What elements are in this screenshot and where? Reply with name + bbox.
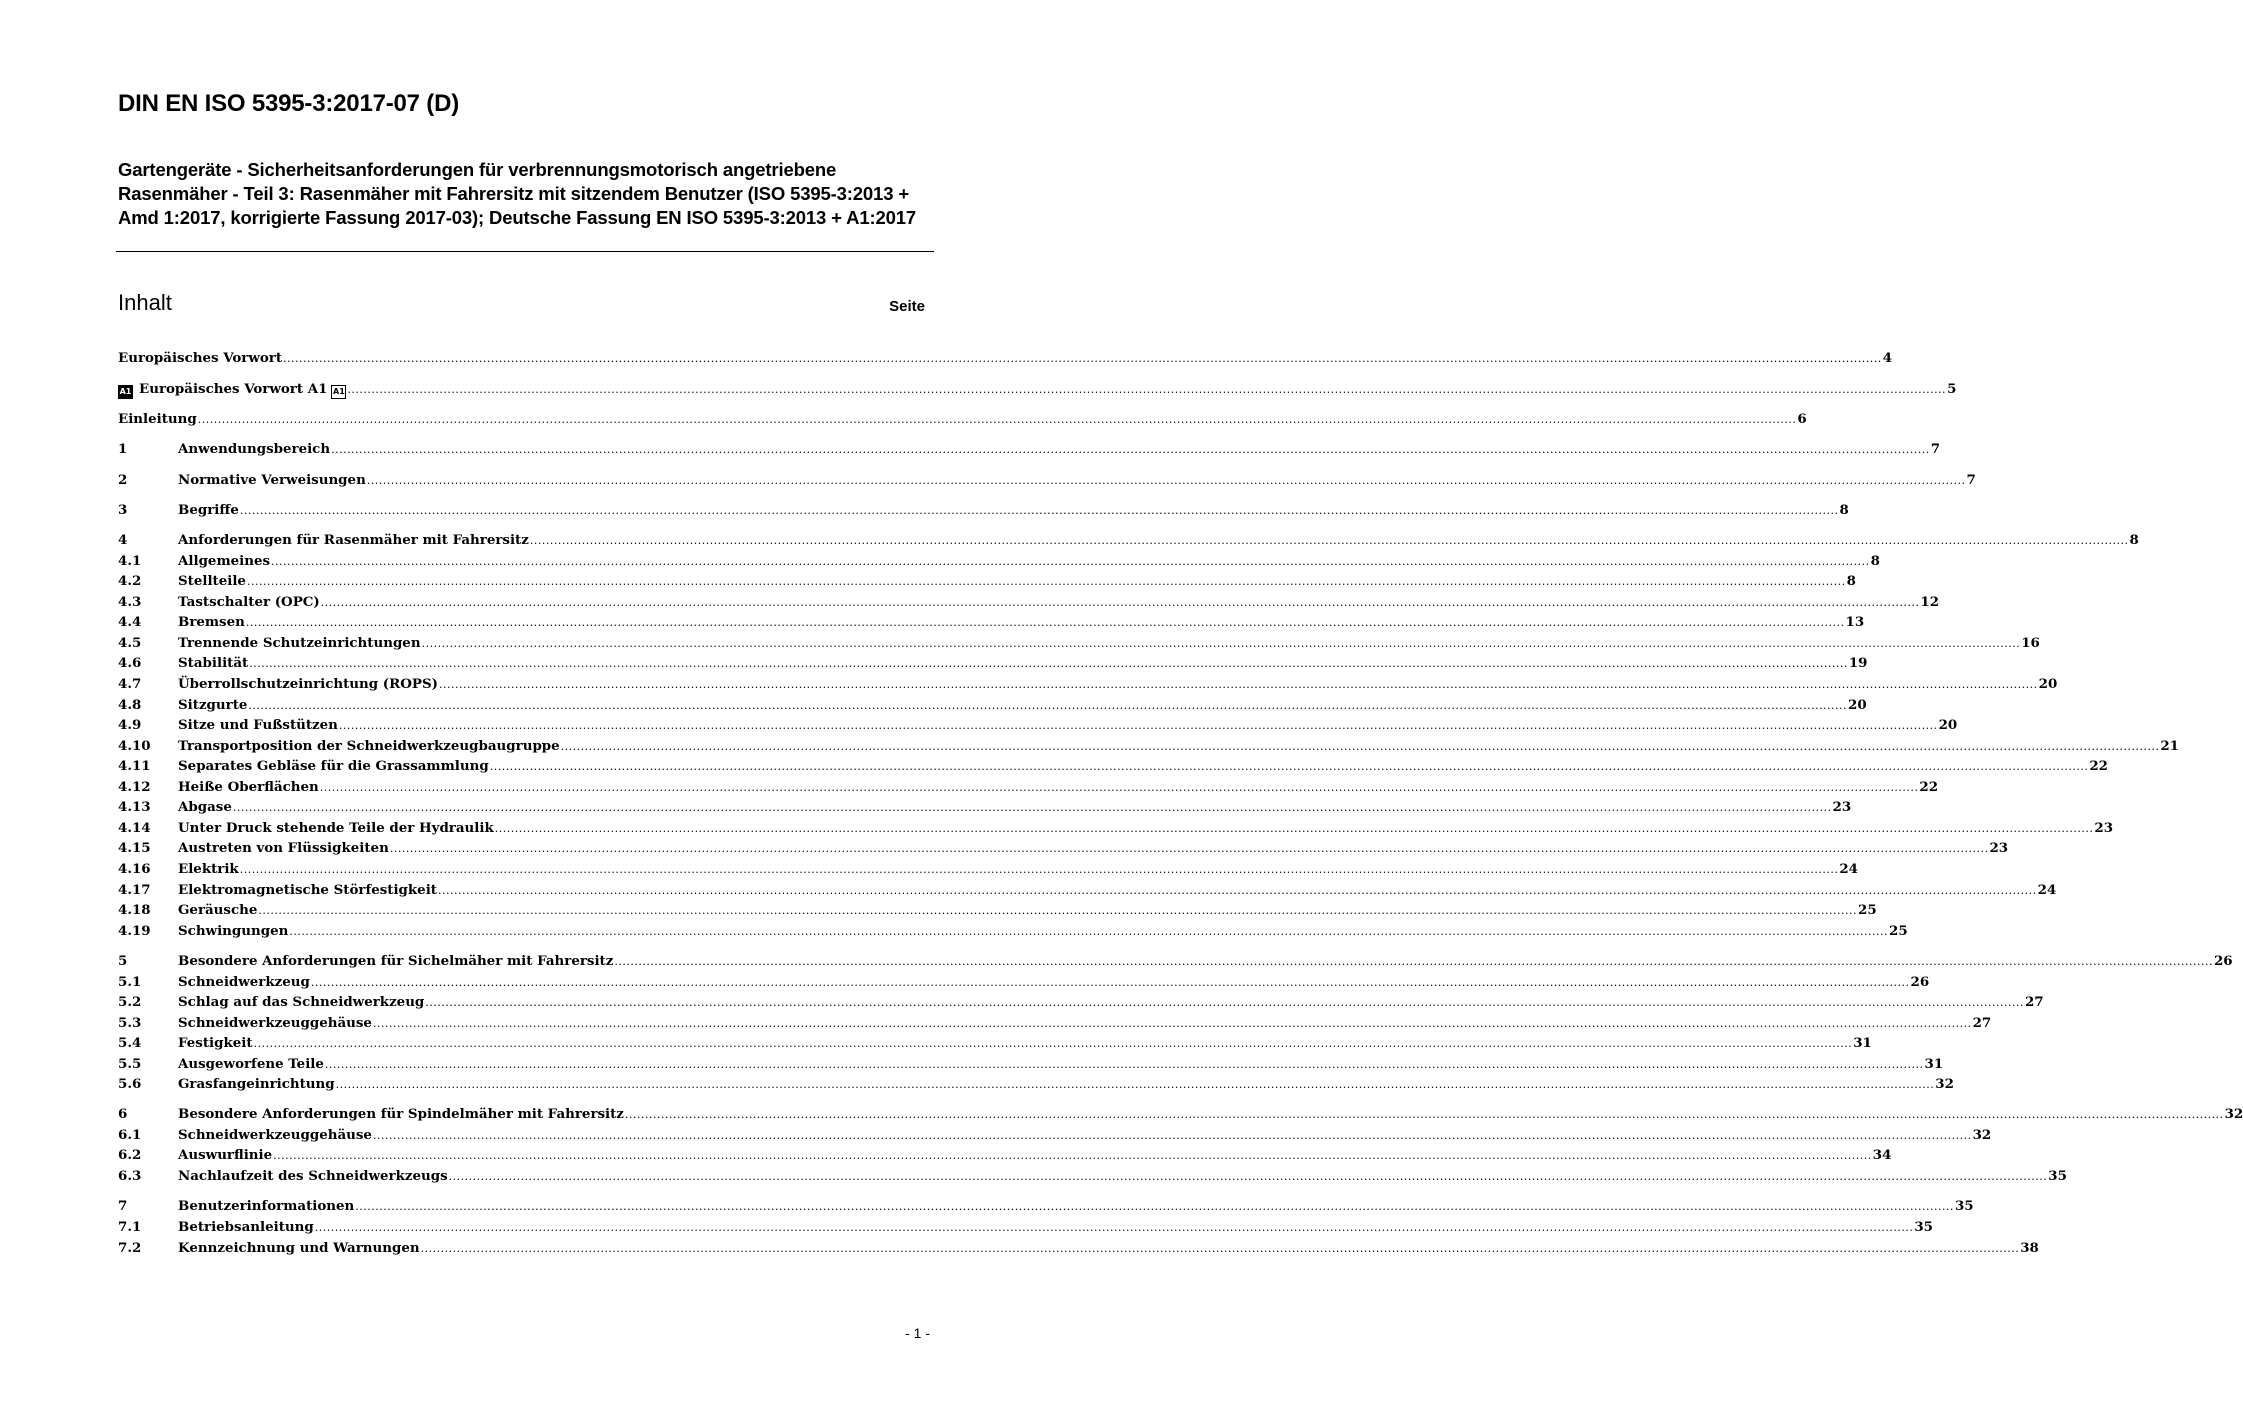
toc-entry-title: Normative Verweisungen xyxy=(178,472,366,488)
toc-entry-page: 8 xyxy=(2129,532,2139,548)
toc-entry-title: Schneidwerkzeuggehäuse xyxy=(178,1015,372,1031)
toc-entry-title-wrap xyxy=(178,571,246,591)
toc-entry-title: Grasfangeinrichtung xyxy=(178,1076,335,1092)
toc-dot-leader: ................................................................................................................................................................................................................................................................................................................................................................................................................ xyxy=(489,760,2089,773)
toc-entry-title-wrap xyxy=(178,500,239,520)
toc-entry-title-wrap xyxy=(178,880,437,900)
amendment-a1-start-icon: A1 xyxy=(118,385,133,399)
toc-dot-leader: ................................................................................................................................................................................................................................................................................................................................................................................................................ xyxy=(355,1200,1954,1213)
toc-dot-leader: ................................................................................................................................................................................................................................................................................................................................................................................................................ xyxy=(239,863,1839,876)
toc-entry-number: 2 xyxy=(118,472,128,488)
toc-entry-page: 31 xyxy=(1853,1035,1872,1051)
toc-entry-title: Elektromagnetische Störfestigkeit xyxy=(178,882,437,898)
toc-entry-number: 4.16 xyxy=(118,861,151,877)
toc-entry-title-wrap xyxy=(178,859,239,879)
toc-entry-title-wrap xyxy=(178,972,310,992)
toc-entry[interactable] xyxy=(118,1166,2067,1186)
toc-entry-title-wrap xyxy=(178,439,330,459)
toc-entry[interactable] xyxy=(118,530,2139,550)
toc-entry-number: 5.4 xyxy=(118,1035,142,1051)
toc-entry[interactable] xyxy=(118,900,1877,920)
toc-entry-page: 27 xyxy=(1972,1015,1992,1031)
toc-entry-page: 35 xyxy=(1914,1219,1933,1235)
toc-dot-leader: ................................................................................................................................................................................................................................................................................................................................................................................................................ xyxy=(248,699,1848,712)
toc-entry[interactable] xyxy=(118,818,2114,838)
toc-entry[interactable] xyxy=(118,695,1867,715)
toc-entry-number: 4.11 xyxy=(118,758,151,774)
toc-entry-number: 4.15 xyxy=(118,840,151,856)
toc-entry-page: 8 xyxy=(1839,502,1849,518)
toc-dot-leader: ................................................................................................................................................................................................................................................................................................................................................................................................................ xyxy=(529,534,2129,547)
toc-entry-number: 4.19 xyxy=(118,923,151,939)
toc-entry-page: 23 xyxy=(2094,820,2114,836)
toc-entry-number: 6.3 xyxy=(118,1168,142,1184)
toc-entry-page: 35 xyxy=(1954,1198,1974,1214)
toc-entry-title: Unter Druck stehende Teile der Hydraulik xyxy=(178,820,494,836)
toc-entry[interactable] xyxy=(118,653,1868,673)
toc-entry-number: 3 xyxy=(118,502,128,518)
toc-dot-leader: ................................................................................................................................................................................................................................................................................................................................................................................................................ xyxy=(239,504,1839,517)
toc-entry-title-wrap xyxy=(178,1054,324,1074)
toc-entry-number: 4.9 xyxy=(118,717,142,733)
toc-dot-leader: ................................................................................................................................................................................................................................................................................................................................................................................................................ xyxy=(560,740,2160,753)
toc-entry-title: Geräusche xyxy=(178,902,258,918)
toc-entry-title: Europäisches Vorwort xyxy=(118,350,283,366)
toc-entry-number: 4.13 xyxy=(118,799,151,815)
amendment-a1-end-icon: A1 xyxy=(331,385,346,399)
toc-entry-title-wrap xyxy=(178,1013,372,1033)
toc-entry-number: 7.2 xyxy=(118,1240,142,1256)
toc-dot-leader: ................................................................................................................................................................................................................................................................................................................................................................................................................ xyxy=(249,657,1848,670)
toc-entry-page: 23 xyxy=(1989,840,2009,856)
toc-entry-title-wrap xyxy=(178,756,489,776)
toc-entry-page: 21 xyxy=(2160,738,2179,754)
toc-entry-title: Sitzgurte xyxy=(178,697,248,713)
toc-entry-title-wrap xyxy=(178,530,529,550)
toc-entry[interactable] xyxy=(118,439,1941,459)
toc-entry-title-wrap xyxy=(178,992,424,1012)
toc-dot-leader: ................................................................................................................................................................................................................................................................................................................................................................................................................ xyxy=(310,976,1910,989)
toc-entry[interactable] xyxy=(118,715,1958,735)
toc-dot-leader: ................................................................................................................................................................................................................................................................................................................................................................................................................ xyxy=(232,801,1832,814)
toc-entry-title: Stabilität xyxy=(178,655,249,671)
toc-entry[interactable] xyxy=(118,797,1852,817)
toc-entry-number: 5 xyxy=(118,953,128,969)
toc-entry-title: Benutzerinformationen xyxy=(178,1198,355,1214)
toc-entry-title-wrap xyxy=(178,818,494,838)
toc-dot-leader: ................................................................................................................................................................................................................................................................................................................................................................................................................ xyxy=(289,925,1889,938)
toc-entry-number: 4.3 xyxy=(118,594,142,610)
toc-dot-leader: ................................................................................................................................................................................................................................................................................................................................................................................................................ xyxy=(271,555,1870,568)
toc-dot-leader: ................................................................................................................................................................................................................................................................................................................................................................................................................ xyxy=(347,383,1947,396)
toc-entry-title-wrap xyxy=(178,715,338,735)
toc-dot-leader: ................................................................................................................................................................................................................................................................................................................................................................................................................ xyxy=(197,413,1797,426)
toc-entry-title: Auswurflinie xyxy=(178,1147,273,1163)
toc-dot-leader: ................................................................................................................................................................................................................................................................................................................................................................................................................ xyxy=(614,955,2213,968)
toc-entry-title: Allgemeines xyxy=(178,553,271,569)
toc-dot-leader: ................................................................................................................................................................................................................................................................................................................................................................................................................ xyxy=(253,1037,1853,1050)
toc-entry[interactable] xyxy=(118,470,1976,490)
toc-entry[interactable] xyxy=(118,736,2179,756)
toc-entry-page: 4 xyxy=(1882,350,1893,366)
toc-entry-number: 5.6 xyxy=(118,1076,142,1092)
toc-entry-title: Einleitung xyxy=(118,411,197,427)
toc-entry-number: 4.10 xyxy=(118,738,151,754)
toc-entry[interactable] xyxy=(118,1217,1933,1237)
toc-entry-number: 4.4 xyxy=(118,614,142,630)
document-subtitle: Gartengeräte - Sicherheitsanforderungen für verbrennungsmotorisch angetriebene Rasenmäher - Teil 3: Rasenmäher mit Fahrersitz mit sitzendem Benutzer (ISO 5395-3:2013 + Amd 1:2017, korrigierte Fassung 2017-03); Deutsche Fassung EN ISO 5395-3:2013 + A1:2017 xyxy=(118,159,917,228)
toc-entry-title: Schneidwerkzeug xyxy=(178,974,310,990)
toc-entry-number: 4.17 xyxy=(118,882,151,898)
toc-page-column-heading: Seite xyxy=(889,298,925,315)
toc-entry-page: 7 xyxy=(1930,441,1941,457)
toc-entry[interactable] xyxy=(118,1104,2243,1124)
toc-dot-leader: ................................................................................................................................................................................................................................................................................................................................................................................................................ xyxy=(439,678,2038,691)
toc-entry-number: 5.5 xyxy=(118,1056,142,1072)
toc-entry[interactable] xyxy=(118,633,2040,653)
toc-entry-page: 38 xyxy=(2020,1240,2039,1256)
toc-dot-leader: ................................................................................................................................................................................................................................................................................................................................................................................................................ xyxy=(246,575,1846,588)
toc-entry[interactable] xyxy=(118,992,2044,1012)
toc-entry-number: 1 xyxy=(118,441,128,457)
toc-entry-page: 12 xyxy=(1920,594,1940,610)
toc-entry-title-wrap xyxy=(178,797,232,817)
toc-entry-title-wrap xyxy=(178,633,421,653)
toc-dot-leader: ................................................................................................................................................................................................................................................................................................................................................................................................................ xyxy=(366,474,1966,487)
toc-entry-number: 5.2 xyxy=(118,994,142,1010)
toc-entry-title-wrap xyxy=(178,921,288,941)
toc-entry-title: Schneidwerkzeuggehäuse xyxy=(178,1127,372,1143)
toc-entry-title: Transportposition der Schneidwerkzeugbaugruppe xyxy=(178,738,560,754)
toc-entry-page: 8 xyxy=(1870,553,1880,569)
toc-entry-title: Austreten von Flüssigkeiten xyxy=(178,840,389,856)
toc-entry-title: Bremsen xyxy=(178,614,245,630)
toc-entry-number: 4 xyxy=(118,532,128,548)
toc-entry[interactable] xyxy=(118,1196,1974,1216)
toc-entry[interactable] xyxy=(118,612,1865,632)
toc-dot-leader: ................................................................................................................................................................................................................................................................................................................................................................................................................ xyxy=(425,996,2024,1009)
toc-heading: Inhalt xyxy=(118,290,172,315)
toc-entry-page: 31 xyxy=(1924,1056,1944,1072)
toc-entry-title-wrap xyxy=(118,348,282,368)
toc-entry-title-wrap xyxy=(178,1033,253,1053)
toc-entry-title: Überrollschutzeinrichtung (ROPS) xyxy=(178,676,438,692)
toc-entry[interactable] xyxy=(118,838,2009,858)
toc-entry-title: Heiße Oberflächen xyxy=(178,779,319,795)
toc-entry-page: 25 xyxy=(1889,923,1908,939)
toc-entry-title: Abgase xyxy=(178,799,232,815)
toc-entry-page: 27 xyxy=(2024,994,2044,1010)
toc-entry-title-wrap xyxy=(178,736,560,756)
toc-dot-leader: ................................................................................................................................................................................................................................................................................................................................................................................................................ xyxy=(437,884,2037,897)
toc-dot-leader: ................................................................................................................................................................................................................................................................................................................................................................................................................ xyxy=(421,637,2021,650)
toc-entry-title-wrap xyxy=(178,1166,448,1186)
toc-entry-number: 7 xyxy=(118,1198,128,1214)
toc-dot-leader: ................................................................................................................................................................................................................................................................................................................................................................................................................ xyxy=(335,1078,1935,1091)
toc-entry-title-wrap xyxy=(178,695,247,715)
toc-dot-leader: ................................................................................................................................................................................................................................................................................................................................................................................................................ xyxy=(338,719,1938,732)
toc-entry-number: 4.6 xyxy=(118,655,142,671)
toc-entry[interactable] xyxy=(118,1013,1992,1033)
toc-entry-title-wrap xyxy=(178,1104,624,1124)
toc-dot-leader: ................................................................................................................................................................................................................................................................................................................................................................................................................ xyxy=(624,1108,2224,1121)
toc-dot-leader: ................................................................................................................................................................................................................................................................................................................................................................................................................ xyxy=(389,842,1989,855)
toc-entry-page: 22 xyxy=(2089,758,2108,774)
toc-dot-leader: ................................................................................................................................................................................................................................................................................................................................................................................................................ xyxy=(372,1017,1972,1030)
toc-entry-title: Stellteile xyxy=(178,573,246,589)
toc-entry[interactable] xyxy=(118,1238,2039,1258)
toc-entry-number: 4.2 xyxy=(118,573,142,589)
toc-entry-title-wrap xyxy=(178,551,270,571)
toc-entry[interactable] xyxy=(118,1054,1944,1074)
toc-entry-page: 16 xyxy=(2021,635,2040,651)
toc-entry-number: 6 xyxy=(118,1106,128,1122)
toc-entry-number: 4.1 xyxy=(118,553,142,569)
toc-dot-leader: ................................................................................................................................................................................................................................................................................................................................................................................................................ xyxy=(245,616,1845,629)
toc-dot-leader: ................................................................................................................................................................................................................................................................................................................................................................................................................ xyxy=(420,1242,2020,1255)
toc-entry-page: 26 xyxy=(2213,953,2233,969)
toc-entry-page: 6 xyxy=(1797,411,1807,427)
toc-entry-title-wrap xyxy=(178,1196,354,1216)
toc-entry-number: 7.1 xyxy=(118,1219,142,1235)
toc-entry[interactable] xyxy=(118,571,1856,591)
toc-entry-title-wrap xyxy=(178,653,248,673)
toc-dot-leader: ................................................................................................................................................................................................................................................................................................................................................................................................................ xyxy=(372,1129,1972,1142)
toc-entry-number: 6.2 xyxy=(118,1147,142,1163)
toc-entry[interactable] xyxy=(118,951,2233,971)
toc-entry-title: Festigkeit xyxy=(178,1035,253,1051)
toc-entry-page: 8 xyxy=(1846,573,1856,589)
toc-entry-title: Kennzeichnung und Warnungen xyxy=(178,1240,420,1256)
toc-entry-number: 4.8 xyxy=(118,697,142,713)
toc-entry-title: Anforderungen für Rasenmäher mit Fahrersitz xyxy=(178,532,529,548)
toc-entry-title: Betriebsanleitung xyxy=(178,1219,314,1235)
toc-dot-leader: ................................................................................................................................................................................................................................................................................................................................................................................................................ xyxy=(331,443,1930,456)
toc-dot-leader: ................................................................................................................................................................................................................................................................................................................................................................................................................ xyxy=(319,781,1919,794)
toc-entry-page: 25 xyxy=(1858,902,1877,918)
toc-entry-title: Besondere Anforderungen für Spindelmäher mit Fahrersitz xyxy=(178,1106,624,1122)
toc-dot-leader: ................................................................................................................................................................................................................................................................................................................................................................................................................ xyxy=(448,1170,2048,1183)
toc-entry-number: 5.3 xyxy=(118,1015,142,1031)
toc-entry-title-wrap xyxy=(118,379,346,399)
toc-entry-title-wrap xyxy=(178,1238,420,1258)
toc-entry[interactable] xyxy=(118,777,1939,797)
toc-entry-title: Sitze und Fußstützen xyxy=(178,717,338,733)
title-divider xyxy=(116,251,934,252)
toc-entry-number: 6.1 xyxy=(118,1127,142,1143)
toc-entry[interactable] xyxy=(118,859,1858,879)
toc-entry[interactable] xyxy=(118,1074,1954,1094)
toc-entry-title-wrap xyxy=(178,1125,372,1145)
toc-entry-page: 19 xyxy=(1848,655,1868,671)
toc-entry-title: Trennende Schutzeinrichtungen xyxy=(178,635,421,651)
toc-entry-page: 22 xyxy=(1919,779,1939,795)
toc-entry-title-wrap xyxy=(178,1074,335,1094)
toc-entry-number: 4.14 xyxy=(118,820,151,836)
toc-entry-title: Schlag auf das Schneidwerkzeug xyxy=(178,994,425,1010)
toc-entry-title: Schwingungen xyxy=(178,923,289,939)
toc-entry[interactable] xyxy=(118,1145,1892,1165)
toc-entry-title: Nachlaufzeit des Schneidwerkzeugs xyxy=(178,1168,448,1184)
toc-entry-title: Europäisches Vorwort A1 xyxy=(139,381,328,397)
toc-entry[interactable] xyxy=(118,756,2108,776)
toc-entry-page: 26 xyxy=(1910,974,1930,990)
toc-entry-page: 7 xyxy=(1966,472,1976,488)
toc-entry-page: 20 xyxy=(2038,676,2058,692)
toc-entry-page: 32 xyxy=(1972,1127,1992,1143)
toc-entry-number: 4.12 xyxy=(118,779,151,795)
toc-entry[interactable] xyxy=(118,500,1849,520)
toc-entry-title: Elektrik xyxy=(178,861,239,877)
toc-entry-title-wrap xyxy=(178,674,438,694)
toc-entry-title-wrap xyxy=(178,951,613,971)
toc-entry-page: 20 xyxy=(1848,697,1867,713)
toc-entry-title-wrap xyxy=(178,900,257,920)
toc-entry-page: 32 xyxy=(1935,1076,1954,1092)
toc-dot-leader: ................................................................................................................................................................................................................................................................................................................................................................................................................ xyxy=(320,596,1920,609)
document-title: DIN EN ISO 5395-3:2017-07 (D) xyxy=(118,90,460,117)
toc-entry-page: 32 xyxy=(2224,1106,2243,1122)
toc-entry[interactable] xyxy=(118,551,1880,571)
toc-entry-title-wrap xyxy=(178,470,366,490)
toc-entry[interactable] xyxy=(118,880,2057,900)
toc-entry[interactable] xyxy=(118,379,1957,399)
toc-entry[interactable] xyxy=(118,972,1930,992)
toc-entry[interactable] xyxy=(118,1125,1992,1145)
toc-entry[interactable] xyxy=(118,921,1908,941)
toc-entry-title: Begriffe xyxy=(178,502,239,518)
toc-entry[interactable] xyxy=(118,592,1940,612)
toc-entry-page: 5 xyxy=(1947,381,1957,397)
toc-entry-page: 24 xyxy=(2037,882,2057,898)
toc-entry-title: Separates Gebläse für die Grassammlung xyxy=(178,758,489,774)
toc-entry-title: Besondere Anforderungen für Sichelmäher mit Fahrersitz xyxy=(178,953,614,969)
toc-entry[interactable] xyxy=(118,1033,1872,1053)
toc-entry-page: 35 xyxy=(2048,1168,2067,1184)
toc-dot-leader: ................................................................................................................................................................................................................................................................................................................................................................................................................ xyxy=(283,352,1882,365)
toc-entry-title-wrap xyxy=(178,838,389,858)
toc-entry-title-wrap xyxy=(178,1217,314,1237)
toc-entry-title: Anwendungsbereich xyxy=(178,441,331,457)
toc-entry-page: 20 xyxy=(1938,717,1958,733)
toc-entry-number: 5.1 xyxy=(118,974,142,990)
toc-entry-title-wrap xyxy=(178,1145,272,1165)
toc-entry-page: 24 xyxy=(1839,861,1858,877)
toc-entry[interactable] xyxy=(118,674,2058,694)
toc-entry-title-wrap xyxy=(178,592,320,612)
toc-dot-leader: ................................................................................................................................................................................................................................................................................................................................................................................................................ xyxy=(494,822,2094,835)
toc-entry-page: 23 xyxy=(1832,799,1852,815)
toc-entry-number: 4.18 xyxy=(118,902,151,918)
toc-dot-leader: ................................................................................................................................................................................................................................................................................................................................................................................................................ xyxy=(324,1058,1924,1071)
page-number: - 1 - xyxy=(905,1325,930,1341)
toc-entry[interactable] xyxy=(118,348,1893,368)
toc-entry-title-wrap xyxy=(178,777,319,797)
toc-entry-title-wrap xyxy=(178,612,245,632)
toc-entry[interactable] xyxy=(118,409,1807,429)
toc-dot-leader: ................................................................................................................................................................................................................................................................................................................................................................................................................ xyxy=(258,904,1858,917)
toc-entry-title: Ausgeworfene Teile xyxy=(178,1056,324,1072)
toc-entry-title: Tastschalter (OPC) xyxy=(178,594,320,610)
toc-dot-leader: ................................................................................................................................................................................................................................................................................................................................................................................................................ xyxy=(314,1221,1914,1234)
toc-dot-leader: ................................................................................................................................................................................................................................................................................................................................................................................................................ xyxy=(273,1149,1872,1162)
toc-entry-number: 4.7 xyxy=(118,676,142,692)
toc-entry-number: 4.5 xyxy=(118,635,142,651)
toc-entry-page: 13 xyxy=(1845,614,1865,630)
toc-entry-page: 34 xyxy=(1872,1147,1892,1163)
toc-entry-title-wrap xyxy=(118,409,197,429)
